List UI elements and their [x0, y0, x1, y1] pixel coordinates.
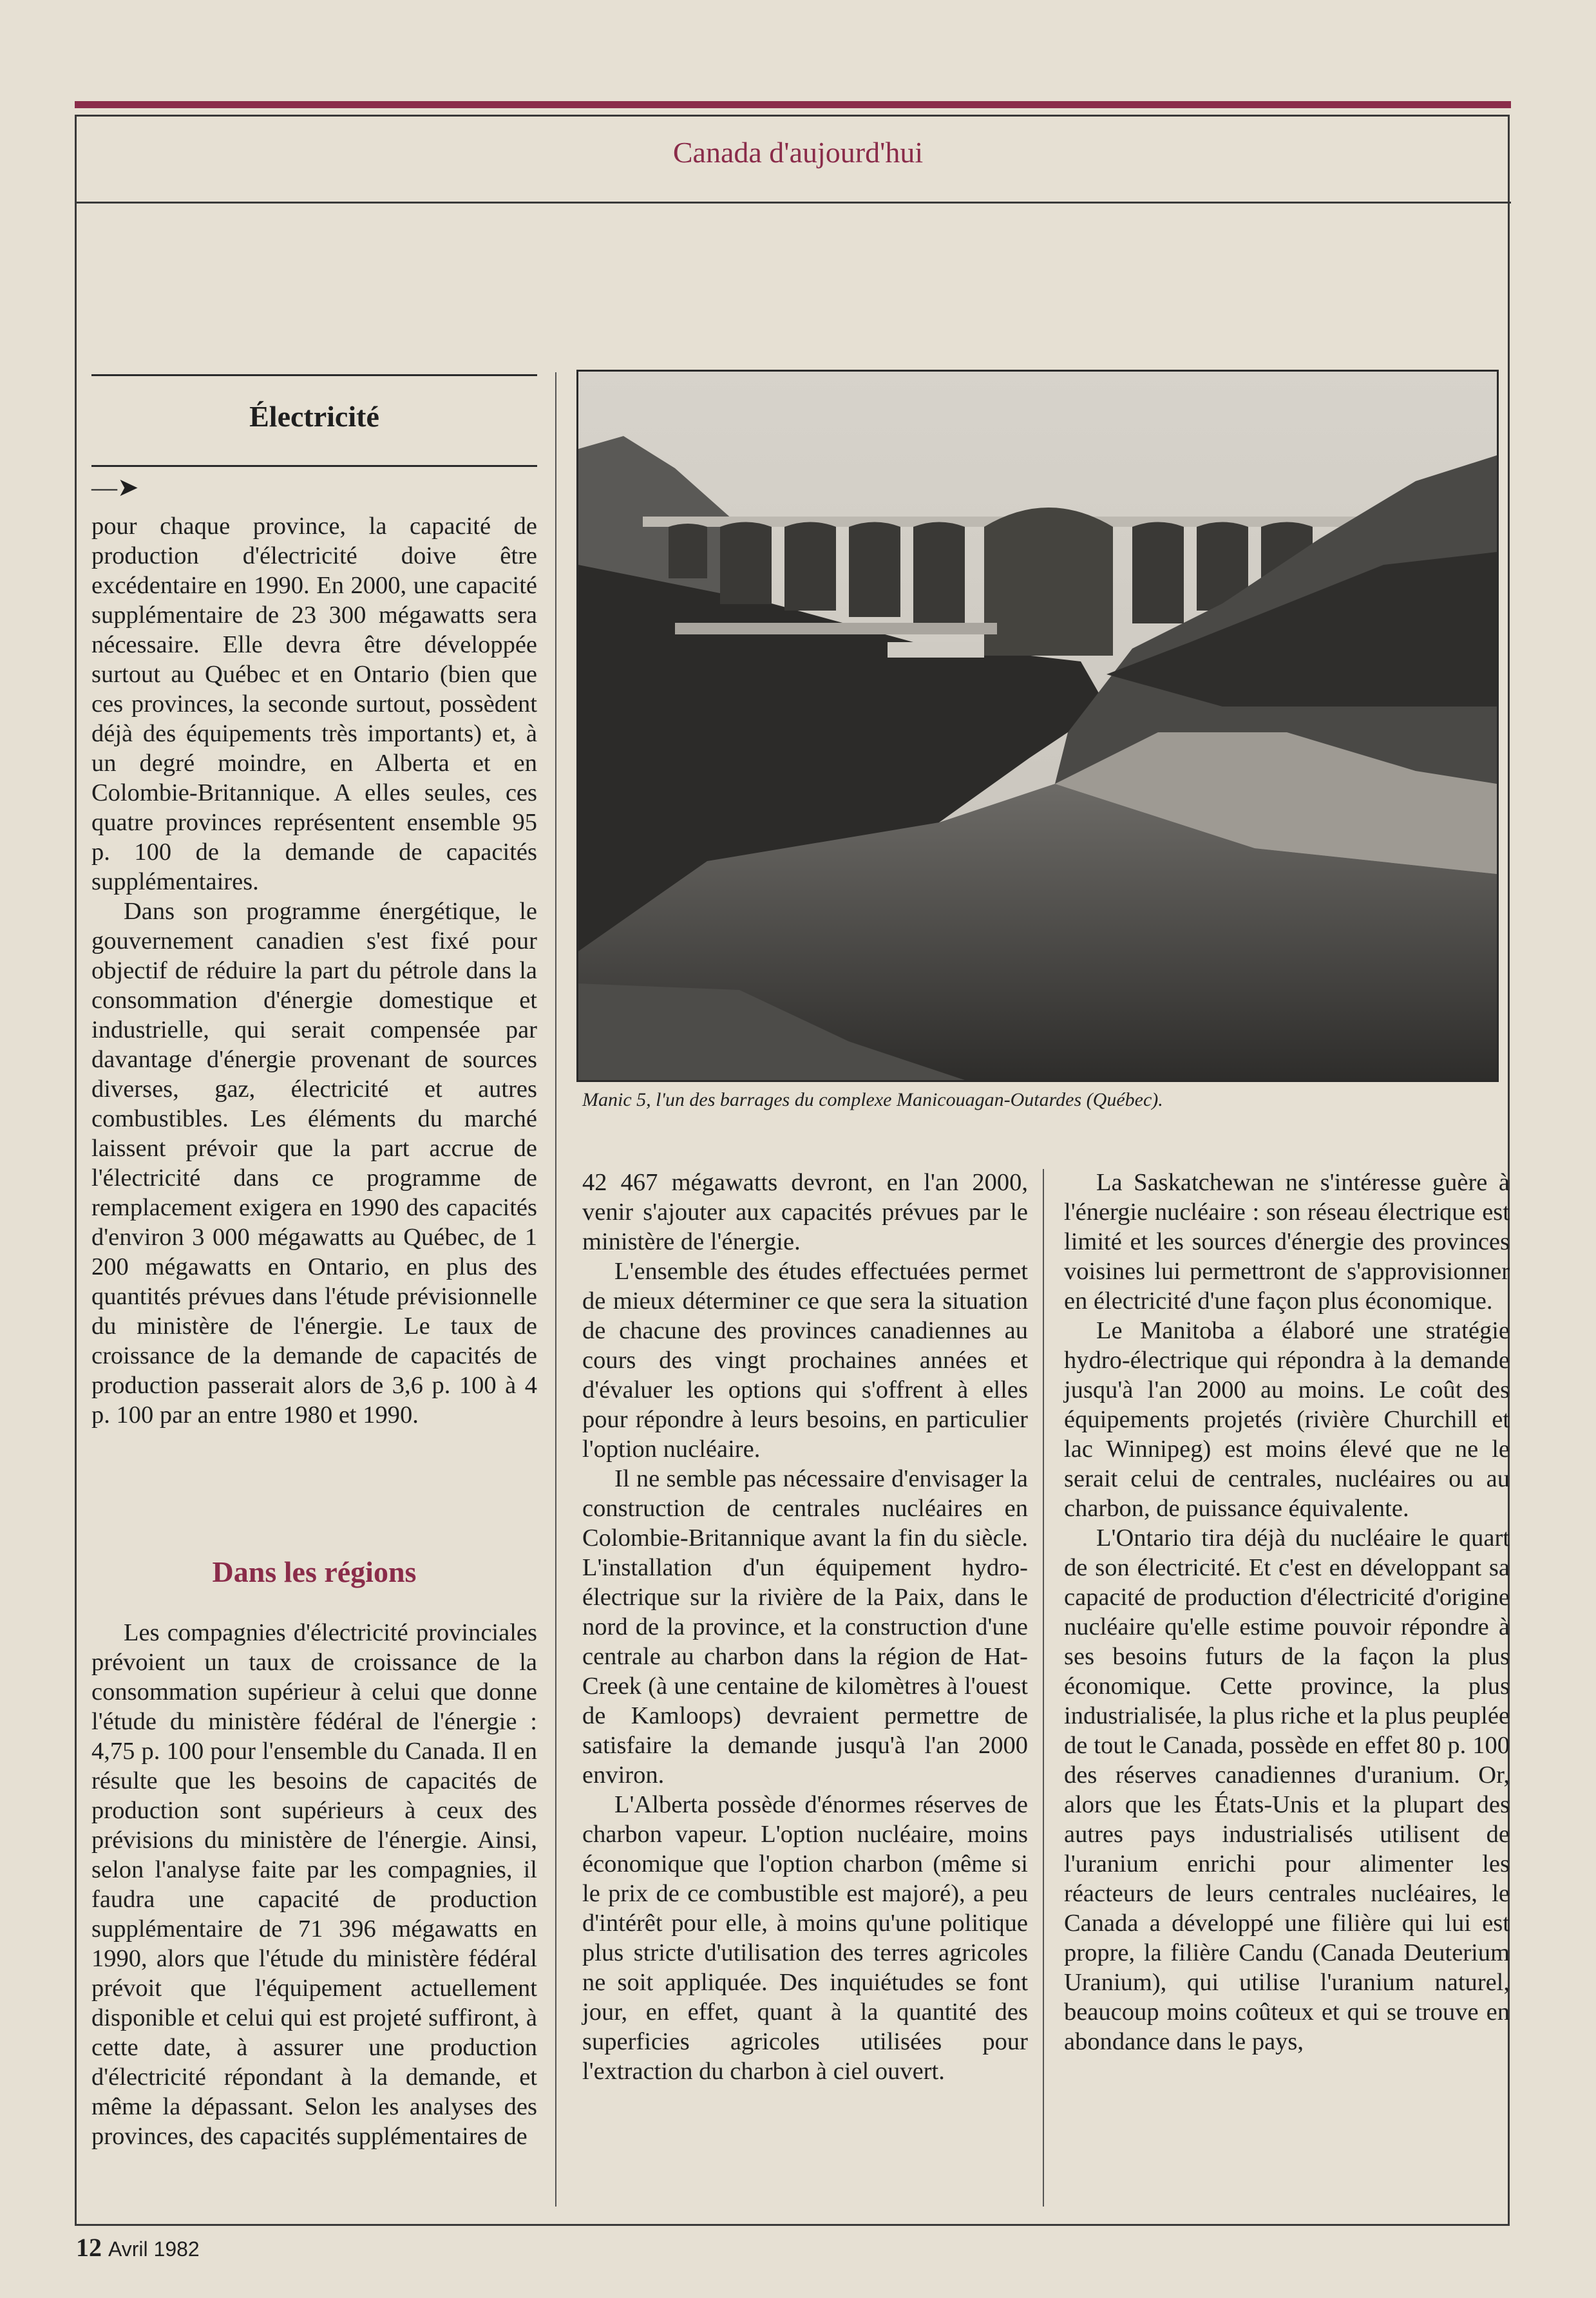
column-divider: [555, 372, 556, 2207]
dam-photo-illustration: [578, 372, 1497, 1080]
paragraph: Le Manitoba a élaboré une stratégie hydro-électrique qui répondra à la demande jusqu'à l'an 2000 au moins. Le coût des équipements projetés (rivière Churchill et lac Winnipeg) est moins élevé que ne le serait celui de centrales, nucléaires ou au charbon, de puissance équivalente.: [1064, 1317, 1510, 1522]
issue-date: Avril 1982: [108, 2237, 200, 2261]
column-divider: [1043, 1169, 1044, 2207]
section-title: Électricité: [249, 400, 379, 433]
column-3: [1064, 1168, 1510, 2056]
paragraph: La Saskatchewan ne s'intéresse guère à l'énergie nucléaire : son réseau électrique est limité et les sources d'énergie des provinces voisines lui permettront de s'approvisionner en électricité d'une façon plus économique.: [1064, 1169, 1510, 1315]
paragraph: Les compagnies d'électricité provinciales prévoient un taux de croissance de la consommation supérieur à celui que donne l'étude du ministère fédéral de l'énergie : 4,75 p. 100 pour l'ensemble du Canada. Il en résulte que les besoins de capacités de production sont supérieurs à ceux des prévisions du ministère de l'énergie. Ainsi, selon l'analyse faite par les compagnies, il faudra une capacité de production supplémentaire de 71 396 mégawatts en 1990, alors que l'étude du ministère fédéral prévoit que l'équipement actuellement disponible et celui qui est projeté suffiront, à cette date, à assurer une production d'électricité répondant à la demande, et même la dépassant. Selon les analyses des provinces, des capacités supplémentaires de: [91, 1619, 537, 2150]
page-number: 12: [76, 2233, 102, 2262]
continuation-arrow-icon: —➤: [91, 473, 139, 502]
page-footer: [76, 2232, 200, 2263]
paragraph: L'Ontario tira déjà du nucléaire le quart de son électricité. Et c'est en développant sa capacité de production d'électricité d'origine nucléaire qu'elle estime pouvoir répondre à ses besoins futurs de la façon la plus économique. Cette province, la plus industrialisée, la plus riche et la plus peuplée de tout le Canada, possède en effet 80 p. 100 des réserves canadiennes d'uranium. Or, alors que les États-Unis et la plupart des autres pays industrialisés utilisent de l'uranium enrichi pour alimenter les réacteurs de leurs centrales nucléaires, le Canada a développé une filière qui lui est propre, la filière Candu (Canada Deuterium Uranium), qui utilise l'uranium naturel, beaucoup moins coûteux et qui se trouve en abondance dans le pays,: [1064, 1524, 1510, 2055]
column-1-bottom: [91, 1618, 537, 2151]
top-accent-rule: [75, 101, 1511, 108]
subheading: Dans les régions: [212, 1555, 417, 1588]
paragraph: 42 467 mégawatts devront, en l'an 2000, venir s'ajouter aux capacités prévues par le ministère de l'énergie.: [582, 1169, 1028, 1255]
dam-photograph: [576, 370, 1499, 1082]
paragraph: Il ne semble pas nécessaire d'envisager la construction de centrales nucléaires en Colombie-Britannique avant la fin du siècle. L'installation d'un équipement hydro-électrique sur la rivière de la Paix, dans le nord de la province, et la construction d'une centrale au charbon dans la région de Hat-Creek (à une centaine de kilomètres à l'ouest de Kamloops) devraient permettre de satisfaire la demande jusqu'à l'an 2000 environ.: [582, 1465, 1028, 1789]
paragraph: pour chaque province, la capacité de production d'électricité doive être excédentaire en 1990. En 2000, une capacité supplémentaire de 23 300 mégawatts sera nécessaire. Elle devra être développée surtout au Québec et en Ontario (bien que ces provinces, la seconde surtout, possèdent déjà des équipements très importants) et, à un degré moindre, en Alberta et en Colombie-Britannique. A elles seules, ces quatre provinces représentent ensemble 95 p. 100 de la demande de capacités supplémentaires.: [91, 513, 537, 895]
column-1-top: [91, 511, 537, 1430]
paragraph: L'Alberta possède d'énormes réserves de charbon vapeur. L'option nucléaire, moins économique que l'option charbon (même si le prix de ce combustible est majoré), a peu d'intérêt pour elle, à moins qu'une politique plus stricte d'utilisation des terres agricoles ne soit appliquée. Des inquiétudes se font jour, en effet, quant à la quantité des superficies agricoles utilisées pour l'extraction du charbon à ciel ouvert.: [582, 1791, 1028, 2085]
magazine-title: Canada d'aujourd'hui: [672, 136, 924, 169]
header-divider: [75, 202, 1511, 204]
paragraph: Dans son programme énergétique, le gouvernement canadien s'est fixé pour objectif de réduire la part du pétrole dans la consommation d'énergie domestique et industrielle, qui serait compensée par davantage d'énergie provenant de sources diverses, gaz, électricité et autres combustibles. Les éléments du marché laissent prévoir que la part accrue de l'électricité dans ce programme de remplacement exigera en 1990 des capacités d'environ 3 000 mégawatts au Québec, de 1 200 mégawatts en Ontario, en plus des quantités prévues dans l'étude prévisionnelle du ministère de l'énergie. Le taux de croissance de la demande de capacités de production passerait alors de 3,6 p. 100 à 4 p. 100 par an entre 1980 et 1990.: [91, 898, 537, 1429]
photo-caption: Manic 5, l'un des barrages du complexe Manicouagan-Outardes (Québec).: [582, 1089, 1163, 1110]
column-2: [582, 1168, 1028, 2086]
paragraph: L'ensemble des études effectuées permet de mieux déterminer ce que sera la situation de chacune des provinces canadiennes au cours des vingt prochaines années et d'évaluer les options qui s'offrent à elles pour répondre à leurs besoins, en particulier l'option nucléaire.: [582, 1258, 1028, 1463]
